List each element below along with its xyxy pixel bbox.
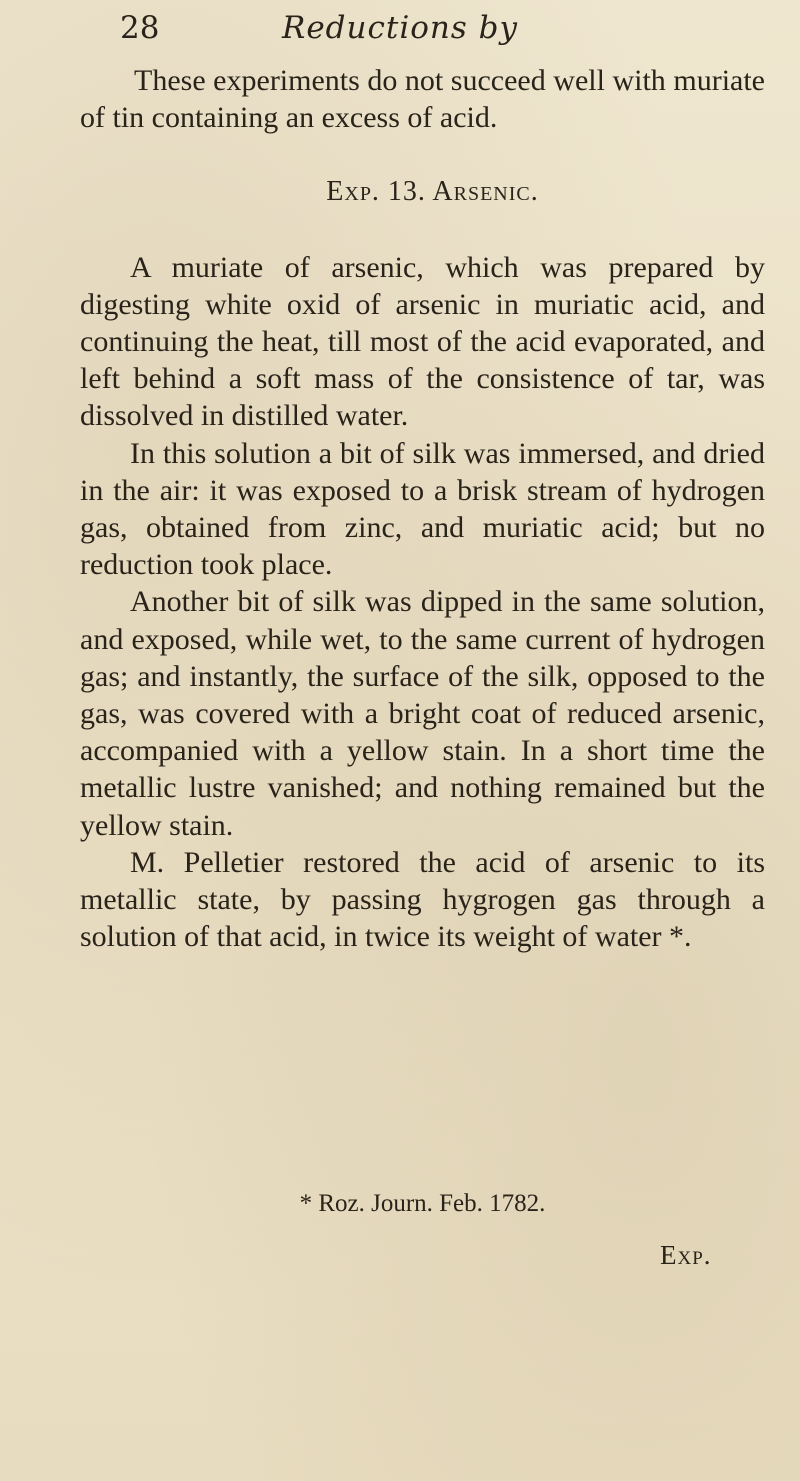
body-text: [80, 62, 765, 955]
catchword: Exp.: [660, 1240, 712, 1270]
paragraph: M. Pelletier restored the acid of arsenic to its metallic state, by passing hygrogen gas through a solution of that acid, in twice its weight of water *.: [80, 845, 765, 954]
running-head: Reductions by: [282, 10, 518, 46]
page-number: 28: [120, 10, 160, 46]
footnote: * Roz. Journ. Feb. 1782.: [299, 1190, 546, 1217]
paragraph: In this solution a bit of silk was immersed, and dried in the air: it was exposed to a brisk stream of hydrogen gas, obtained from zinc, and muriatic acid; but no reduction took place.: [80, 436, 765, 582]
section-heading: Exp. 13. Arsenic.: [326, 176, 539, 208]
paragraph: Another bit of silk was dipped in the same solution, and exposed, while wet, to the same current of hydrogen gas; and instantly, the surface of the silk, opposed to the gas, was covered with a bright coat of reduced arsenic, accompanied with a yellow stain. In a short time the metallic lustre vanished; and nothing remained but the yellow stain.: [80, 585, 765, 842]
paragraph: A muriate of arsenic, which was prepared by digesting white oxid of arsenic in muriatic acid, and continuing the heat, till most of the acid evaporated, and left behind a soft mass of the consistence of tar, was dissolved in distilled water.: [80, 250, 765, 433]
paragraph: These experiments do not succeed well with muriate of tin containing an excess of acid.: [80, 64, 765, 135]
page-header: [0, 4, 800, 60]
